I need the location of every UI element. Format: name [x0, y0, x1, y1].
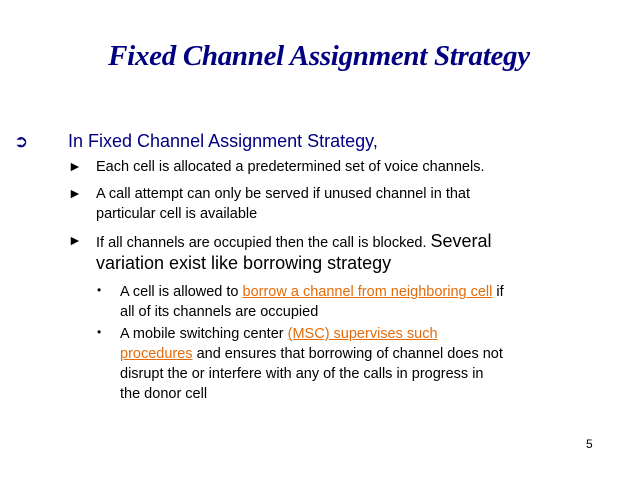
- dot-bullet-icon: •: [97, 283, 102, 297]
- bullet-3-line-2: variation exist like borrowing strategy: [96, 253, 392, 273]
- intro-text: In Fixed Channel Assignment Strategy,: [68, 131, 378, 151]
- sub-bullet-2-prefix: A mobile switching center: [120, 326, 288, 342]
- sub-bullet-1-prefix: A cell is allowed to: [120, 284, 243, 300]
- bullet-2-line-2: particular cell is available: [96, 206, 258, 222]
- msc-link[interactable]: (MSC) supervises such: [287, 326, 438, 342]
- borrow-channel-link[interactable]: borrow a channel from neighboring cell: [242, 284, 493, 300]
- bullet-3-text: If all channels are occupied then the call is blocked.: [96, 235, 427, 251]
- sub-bullet-2-line-2-rest: and ensures that borrowing of channel does not: [192, 346, 503, 362]
- bullet-3-line-1: [96, 231, 492, 253]
- dot-bullet-icon: •: [97, 325, 102, 339]
- sub-bullet-2-line-3: disrupt the or interfere with any of the calls in progress in: [120, 366, 484, 382]
- procedures-link[interactable]: procedures: [120, 346, 193, 362]
- sub-bullet-1-line-2: all of its channels are occupied: [120, 304, 319, 320]
- slide-title: Fixed Channel Assignment Strategy: [108, 40, 530, 72]
- sub-bullet-1-suffix: if: [492, 284, 504, 300]
- sub-bullet-1-line-1: [120, 282, 504, 302]
- page-number: 5: [586, 437, 593, 451]
- bullet-3-big-text: Several: [430, 231, 492, 251]
- sub-bullet-2-line-2: [120, 344, 503, 364]
- sub-bullet-2-line-4: the donor cell: [120, 386, 208, 402]
- triangle-bullet-icon: ►: [68, 158, 82, 174]
- triangle-bullet-icon: ►: [68, 185, 82, 201]
- bullet-2-line-1: A call attempt can only be served if unused channel in that: [96, 186, 471, 202]
- curved-arrow-right-icon: ➲: [14, 132, 29, 151]
- triangle-bullet-icon: ►: [68, 232, 82, 248]
- bullet-1-text: Each cell is allocated a predetermined set of voice channels.: [96, 159, 485, 175]
- sub-bullet-2-line-1: [120, 324, 438, 344]
